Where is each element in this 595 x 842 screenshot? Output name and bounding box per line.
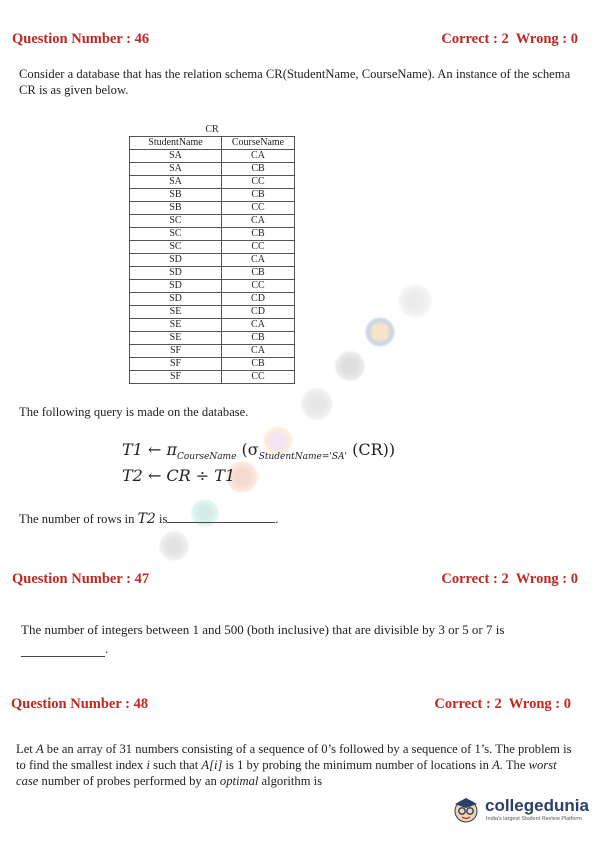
student-name-cell: SF <box>130 358 222 371</box>
score-label: Correct : 2 Wrong : 0 <box>434 696 571 712</box>
student-name-cell: SA <box>130 176 222 189</box>
question-number: Question Number : 46 <box>12 31 150 47</box>
table-row <box>130 332 295 345</box>
text-fragment: number of probes performed by an <box>38 774 220 788</box>
var-a: A <box>35 742 44 756</box>
table-row <box>130 280 295 293</box>
question-47-header <box>12 571 578 591</box>
course-name-cell: CB <box>222 332 295 345</box>
question-46-header <box>12 31 578 51</box>
question-46-text: Consider a database that has the relation schema CR(StudentName, CourseName). An instance of the schema CR is as given below. <box>19 67 571 97</box>
table-row <box>130 319 295 332</box>
selection-condition: StudentName='SA' <box>258 452 348 463</box>
watermark-seal-1 <box>397 283 433 319</box>
table-row <box>130 150 295 163</box>
column-header: CourseName <box>222 137 295 150</box>
score-label: Correct : 2 Wrong : 0 <box>441 571 578 587</box>
question-number: Question Number : 48 <box>11 696 149 712</box>
question-48-header <box>11 696 571 716</box>
table-row <box>130 358 295 371</box>
formula-relation: (CR)) <box>352 440 396 459</box>
cr-relation-table <box>129 124 295 384</box>
course-name-cell: CC <box>222 241 295 254</box>
assign-arrow: ← <box>147 440 162 459</box>
question-number: Question Number : 47 <box>12 571 150 587</box>
question-48-text <box>16 741 582 789</box>
text-fragment: Let <box>16 742 36 756</box>
rows-period: . <box>275 512 279 526</box>
student-name-cell: SD <box>130 254 222 267</box>
rows-text: The number of rows in <box>19 512 138 526</box>
table-row <box>130 176 295 189</box>
logo-name: collegedunia <box>485 796 589 815</box>
text-fragment: be an array of 31 numbers consisting of a sequence of 0’s followed by a sequence of 1’s. The problem is to find the smallest index <box>16 742 572 772</box>
var-ai: A[i] <box>201 758 223 772</box>
student-name-cell: SE <box>130 319 222 332</box>
text-fragment: algorithm is <box>258 774 323 788</box>
table-row <box>130 189 295 202</box>
course-name-cell: CA <box>222 215 295 228</box>
student-name-cell: SC <box>130 241 222 254</box>
rows-variable: T2 <box>137 511 156 527</box>
optimal-term: optimal <box>219 774 259 788</box>
student-name-cell: SB <box>130 189 222 202</box>
table-row <box>130 163 295 176</box>
rows-question <box>19 510 279 527</box>
student-name-cell: SD <box>130 293 222 306</box>
course-name-cell: CB <box>222 358 295 371</box>
question-47-period: . <box>105 641 109 656</box>
score-label: Correct : 2 Wrong : 0 <box>441 31 578 47</box>
table-row <box>130 202 295 215</box>
answer-blank[interactable] <box>21 642 105 657</box>
student-name-cell: SC <box>130 215 222 228</box>
course-name-cell: CA <box>222 345 295 358</box>
table-row <box>130 254 295 267</box>
formula-t2: T2 ← CR ÷ T1 <box>122 466 236 485</box>
selection-symbol: (σ <box>241 440 259 459</box>
query-intro-text: The following query is made on the database. <box>19 405 249 419</box>
watermark-seal-3 <box>334 350 366 382</box>
student-name-cell: SE <box>130 306 222 319</box>
var-i: i <box>146 758 150 772</box>
text-fragment: is 1 by probing the minimum number of locations in <box>222 758 493 772</box>
formula-t1 <box>122 440 395 462</box>
column-header: StudentName <box>130 137 222 150</box>
watermark-seal-4 <box>300 387 334 421</box>
projection-symbol: π <box>166 440 177 459</box>
formula-lhs: T1 <box>122 440 143 459</box>
projection-attribute: CourseName <box>176 452 237 463</box>
table-row <box>130 215 295 228</box>
table-row <box>130 345 295 358</box>
question-47-text <box>21 621 581 657</box>
course-name-cell: CC <box>222 202 295 215</box>
text-fragment: The <box>502 758 529 772</box>
course-name-cell: CB <box>222 228 295 241</box>
rows-text-mid: is <box>155 512 168 526</box>
course-name-cell: CC <box>222 280 295 293</box>
student-name-cell: SA <box>130 163 222 176</box>
student-name-cell: SF <box>130 371 222 384</box>
student-name-cell: SD <box>130 280 222 293</box>
student-name-cell: SF <box>130 345 222 358</box>
course-name-cell: CD <box>222 306 295 319</box>
text-fragment: such that <box>149 758 202 772</box>
watermark-seal-8 <box>158 530 190 562</box>
mascot-icon <box>451 794 481 826</box>
course-name-cell: CC <box>222 176 295 189</box>
table-row <box>130 306 295 319</box>
course-name-cell: CA <box>222 319 295 332</box>
course-name-cell: CC <box>222 371 295 384</box>
course-name-cell: CB <box>222 189 295 202</box>
logo-tagline: India's largest Student Review Platform <box>486 816 582 822</box>
table-row <box>130 293 295 306</box>
var-a2: A. <box>492 758 503 772</box>
question-47-body: The number of integers between 1 and 500 (both inclusive) that are divisible by 3 or 5 or 7 is <box>21 622 505 637</box>
answer-blank[interactable] <box>167 510 275 523</box>
table-row <box>130 228 295 241</box>
course-name-cell: CA <box>222 254 295 267</box>
student-name-cell: SA <box>130 150 222 163</box>
student-name-cell: SB <box>130 202 222 215</box>
course-name-cell: CD <box>222 293 295 306</box>
course-name-cell: CB <box>222 163 295 176</box>
collegedunia-logo <box>451 794 591 828</box>
table-caption: CR <box>130 124 295 137</box>
watermark-seal-2 <box>364 316 396 348</box>
table-row <box>130 267 295 280</box>
student-name-cell: SD <box>130 267 222 280</box>
table-row <box>130 371 295 384</box>
table-row <box>130 241 295 254</box>
student-name-cell: SE <box>130 332 222 345</box>
course-name-cell: CB <box>222 267 295 280</box>
course-name-cell: CA <box>222 150 295 163</box>
student-name-cell: SC <box>130 228 222 241</box>
worst-case-term: worst case <box>16 758 557 788</box>
